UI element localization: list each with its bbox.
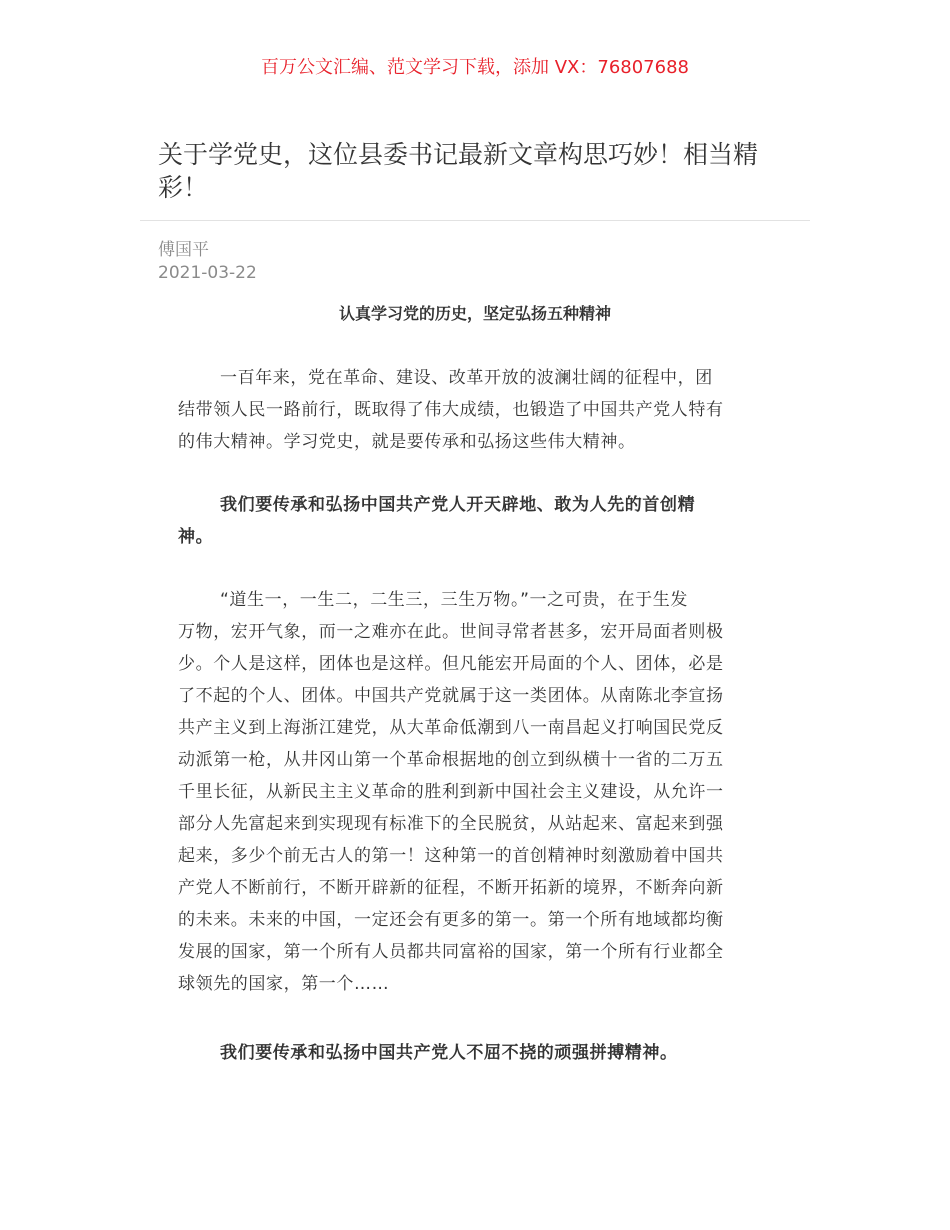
paragraph-line: 了不起的个人、团体。中国共产党就属于这一类团体。从南陈北李宣扬 <box>178 686 724 706</box>
paragraph-line: “道生一，一生二，二生三，三生万物。”一之可贵，在于生发 <box>220 590 688 610</box>
section-heading: 认真学习党的历史，坚定弘扬五种精神 <box>338 304 611 323</box>
paragraph-line: 千里长征，从新民主主义革命的胜利到新中国社会主义建设，从允许一 <box>178 782 724 802</box>
paragraph-line: 部分人先富起来到实现现有标准下的全民脱贫，从站起来、富起来到强 <box>178 814 724 834</box>
paragraph-line: 结带领人民一路前行，既取得了伟大成绩，也锻造了中国共产党人特有 <box>178 400 724 420</box>
paragraph-line: 一百年来，党在革命、建设、改革开放的波澜壮阔的征程中，团 <box>220 368 713 388</box>
paragraph-line: 发展的国家，第一个所有人员都共同富裕的国家，第一个所有行业都全 <box>178 942 724 962</box>
title-divider <box>140 220 810 221</box>
paragraph-spirit-2-heading <box>178 1037 778 1069</box>
paragraph-line: 动派第一枪，从井冈山第一个革命根据地的创立到纵横十一省的二万五 <box>178 750 724 770</box>
paragraph-line: 起来，多少个前无古人的第一！这种第一的首创精神时刻激励着中国共 <box>178 846 724 866</box>
paragraph-line: 产党人不断前行，不断开辟新的征程，不断开拓新的境界，不断奔向新 <box>178 878 724 898</box>
paragraph-line: 球领先的国家，第一个…… <box>178 974 390 994</box>
paragraph-line: 我们要传承和弘扬中国共产党人不屈不挠的顽强拼搏精神。 <box>220 1043 678 1063</box>
paragraph-line: 我们要传承和弘扬中国共产党人开天辟地、敢为人先的首创精 <box>220 495 696 515</box>
paragraph-line: 万物，宏开气象，而一之难亦在此。世间寻常者甚多，宏开局面者则极 <box>178 622 724 642</box>
article-date: 2021-03-22 <box>158 263 257 283</box>
article-author: 傅国平 <box>158 240 209 260</box>
promo-banner: 百万公文汇编、范文学习下载，添加 VX：76807688 <box>261 57 689 78</box>
paragraph-line: 的伟大精神。学习党史，就是要传承和弘扬这些伟大精神。 <box>178 432 636 452</box>
paragraph-line: 神。 <box>178 527 214 547</box>
paragraph-spirit-1-body <box>178 584 778 1000</box>
paragraph-spirit-1-heading <box>178 489 778 553</box>
article-title: 关于学党史，这位县委书记最新文章构思巧妙！相当精彩！ <box>158 140 759 202</box>
paragraph-line: 少。个人是这样，团体也是这样。但凡能宏开局面的个人、团体，必是 <box>178 654 724 674</box>
paragraph-line: 共产主义到上海浙江建党，从大革命低潮到八一南昌起义打响国民党反 <box>178 718 724 738</box>
paragraph-intro <box>178 362 778 458</box>
paragraph-line: 的未来。未来的中国，一定还会有更多的第一。第一个所有地域都均衡 <box>178 910 724 930</box>
